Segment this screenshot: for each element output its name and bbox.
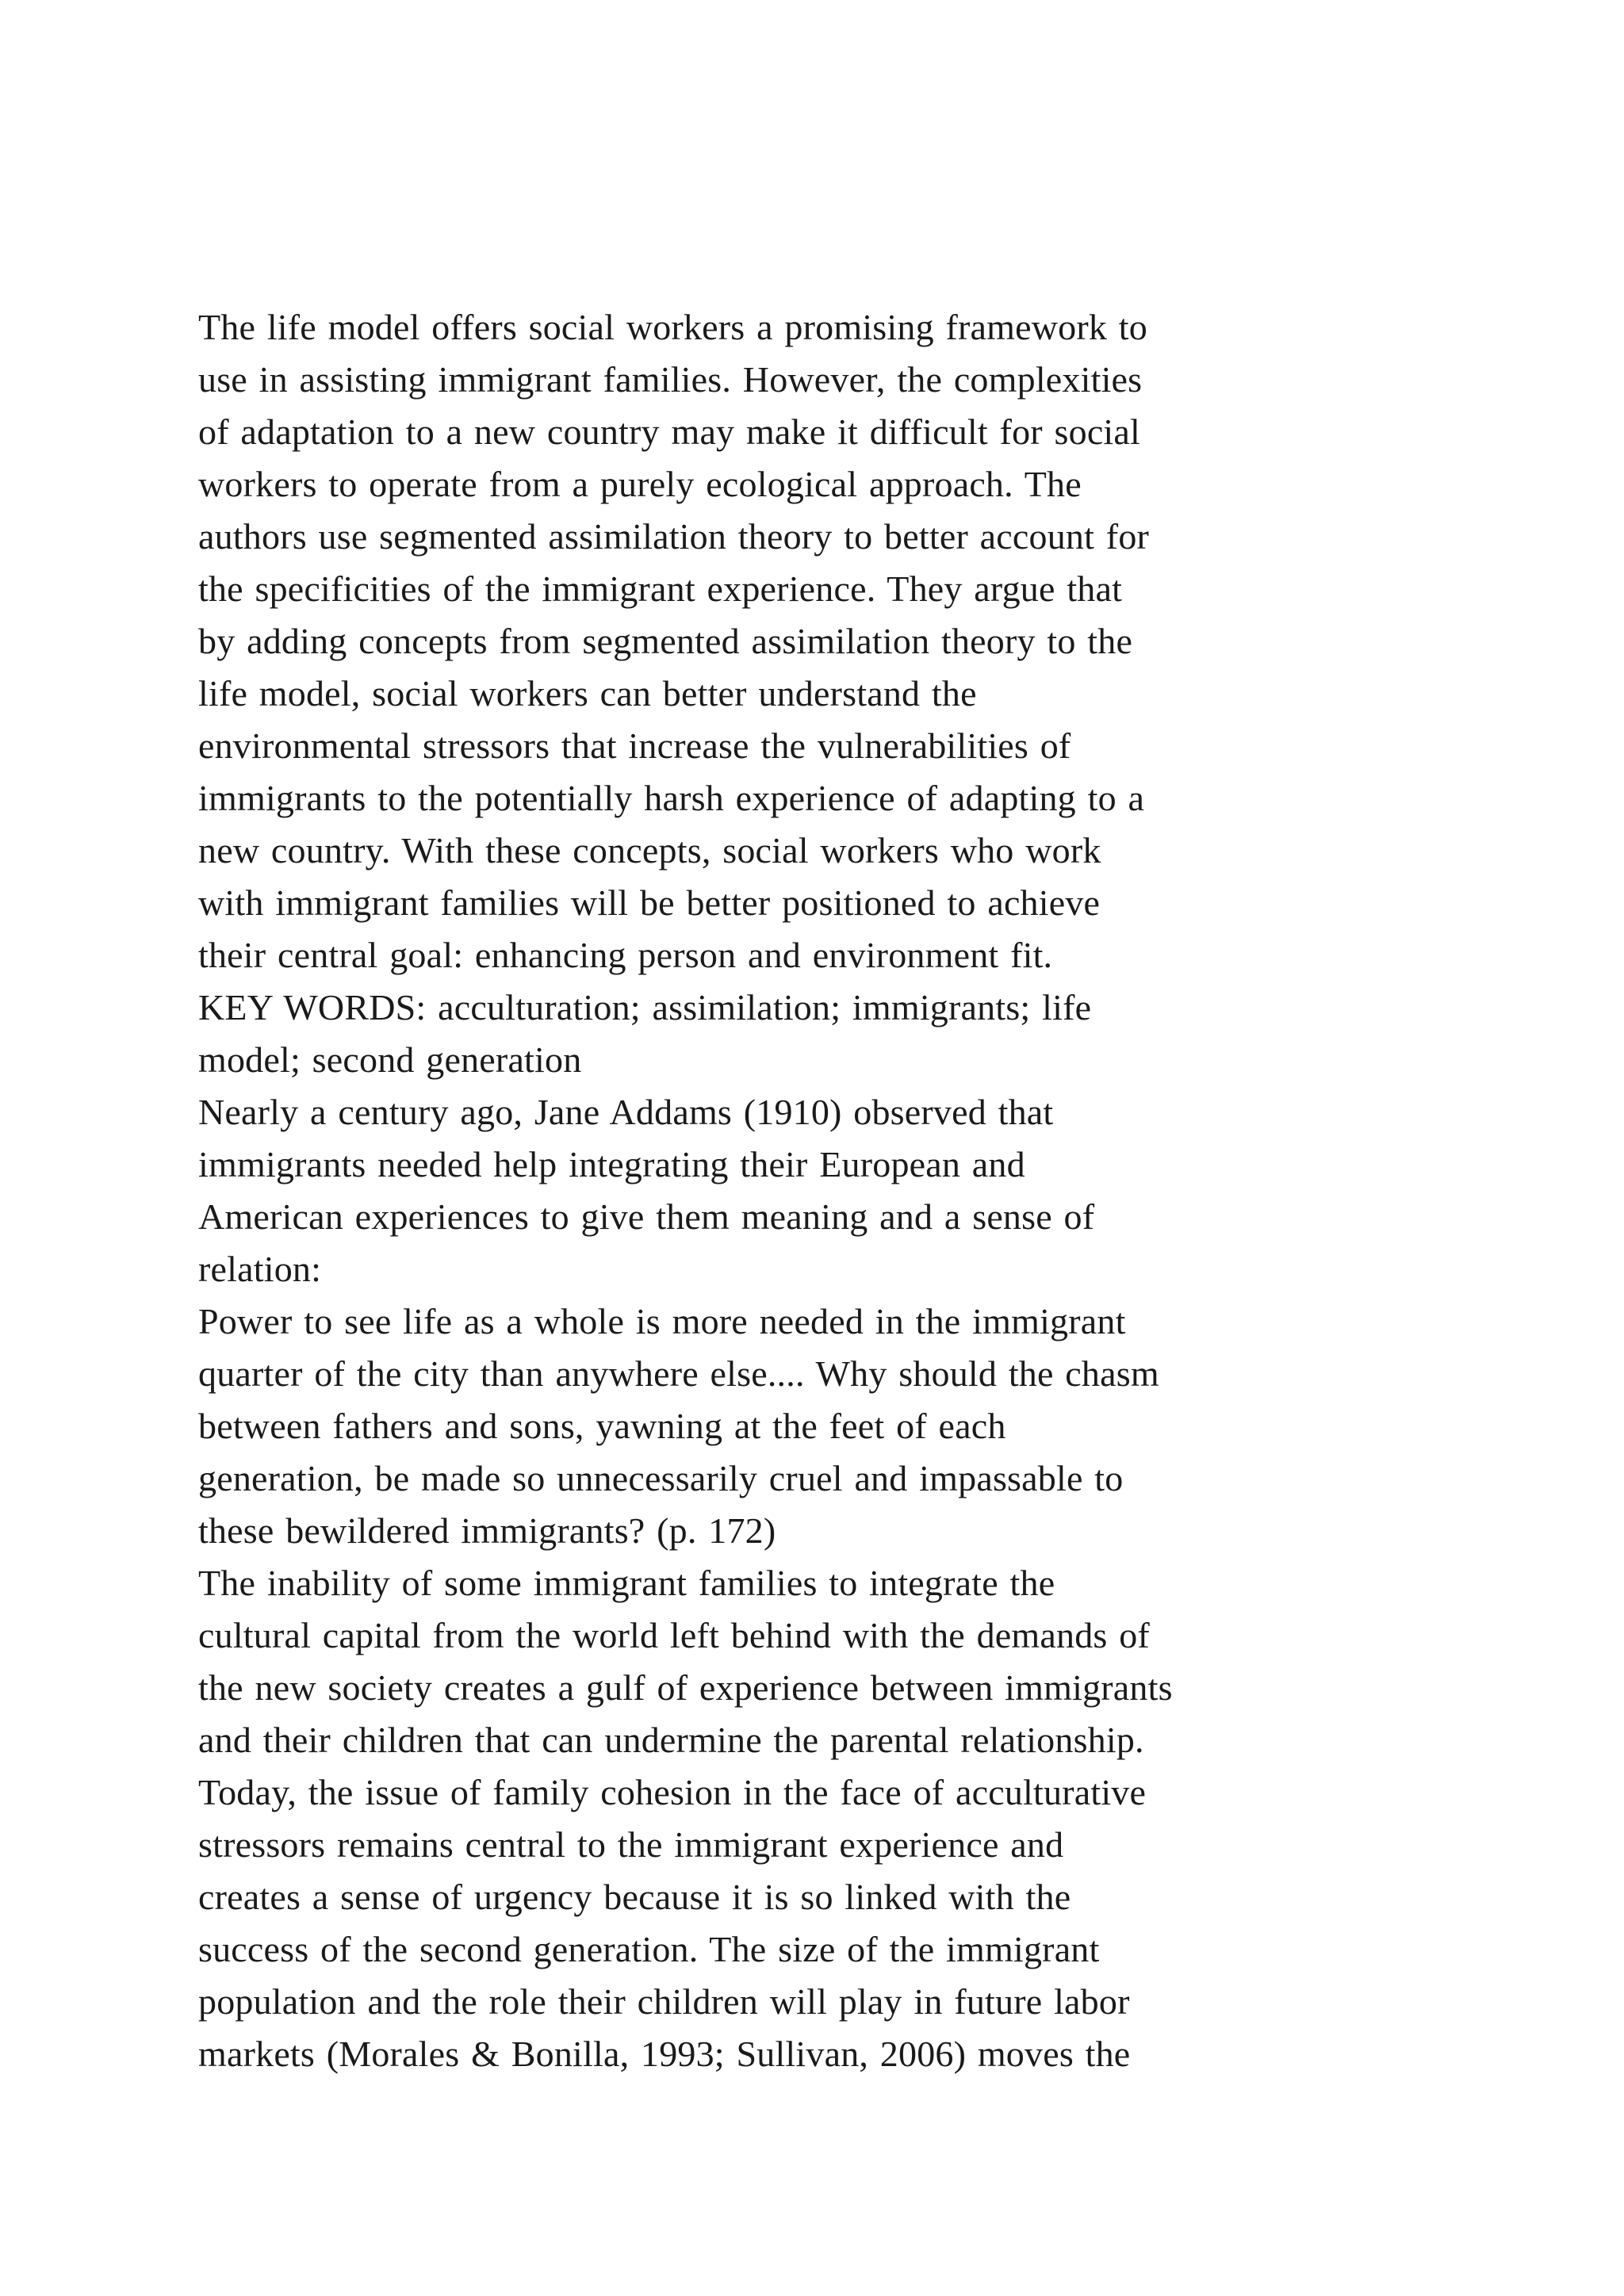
document-body-text: [198, 301, 1435, 2080]
text-line: population and the role their children will play in future labor: [198, 1981, 1130, 2022]
text-line: markets (Morales & Bonilla, 1993; Sullivan, 2006) moves the: [198, 2034, 1131, 2074]
text-line: authors use segmented assimilation theory to better account for: [198, 516, 1150, 557]
text-line: creates a sense of urgency because it is so linked with the: [198, 1877, 1071, 1917]
text-line: life model, social workers can better understand the: [198, 673, 977, 714]
keywords-line: KEY WORDS: acculturation; assimilation; immigrants; life: [198, 987, 1092, 1027]
text-line: use in assisting immigrant families. However, the complexities: [198, 359, 1143, 400]
keywords-line: model; second generation: [198, 1039, 582, 1080]
text-line: Nearly a century ago, Jane Addams (1910) observed that: [198, 1092, 1054, 1132]
text-line: environmental stressors that increase the vulnerabilities of: [198, 725, 1071, 766]
text-line: new country. With these concepts, social workers who work: [198, 830, 1101, 871]
quote-line: these bewildered immigrants? (p. 172): [198, 1510, 776, 1551]
text-line: The inability of some immigrant families to integrate the: [198, 1563, 1055, 1603]
text-line: American experiences to give them meaning and a sense of: [198, 1196, 1095, 1237]
text-line: and their children that can undermine the parental relationship.: [198, 1720, 1144, 1760]
text-line: their central goal: enhancing person and environment fit.: [198, 935, 1053, 975]
quote-line: between fathers and sons, yawning at the feet of each: [198, 1406, 1006, 1446]
text-line: the specificities of the immigrant experience. They argue that: [198, 568, 1123, 609]
text-line: workers to operate from a purely ecological approach. The: [198, 464, 1082, 504]
text-line: The life model offers social workers a promising framework to: [198, 307, 1147, 347]
text-line: by adding concepts from segmented assimilation theory to the: [198, 621, 1133, 661]
text-line: Today, the issue of family cohesion in the face of acculturative: [198, 1772, 1147, 1812]
text-line: stressors remains central to the immigrant experience and: [198, 1824, 1064, 1865]
text-line: cultural capital from the world left behind with the demands of: [198, 1615, 1150, 1655]
text-line: the new society creates a gulf of experience between immigrants: [198, 1667, 1173, 1708]
text-line: success of the second generation. The size of the immigrant: [198, 1929, 1100, 1969]
text-line: immigrants needed help integrating their European and: [198, 1144, 1025, 1184]
quote-line: quarter of the city than anywhere else.... Why should the chasm: [198, 1353, 1159, 1394]
text-line: immigrants to the potentially harsh experience of adapting to a: [198, 778, 1145, 818]
text-line: relation:: [198, 1249, 322, 1289]
quote-line: Power to see life as a whole is more needed in the immigrant: [198, 1301, 1126, 1341]
quote-line: generation, be made so unnecessarily cruel and impassable to: [198, 1458, 1124, 1498]
text-line: with immigrant families will be better positioned to achieve: [198, 882, 1101, 923]
text-line: of adaptation to a new country may make it difficult for social: [198, 411, 1141, 452]
